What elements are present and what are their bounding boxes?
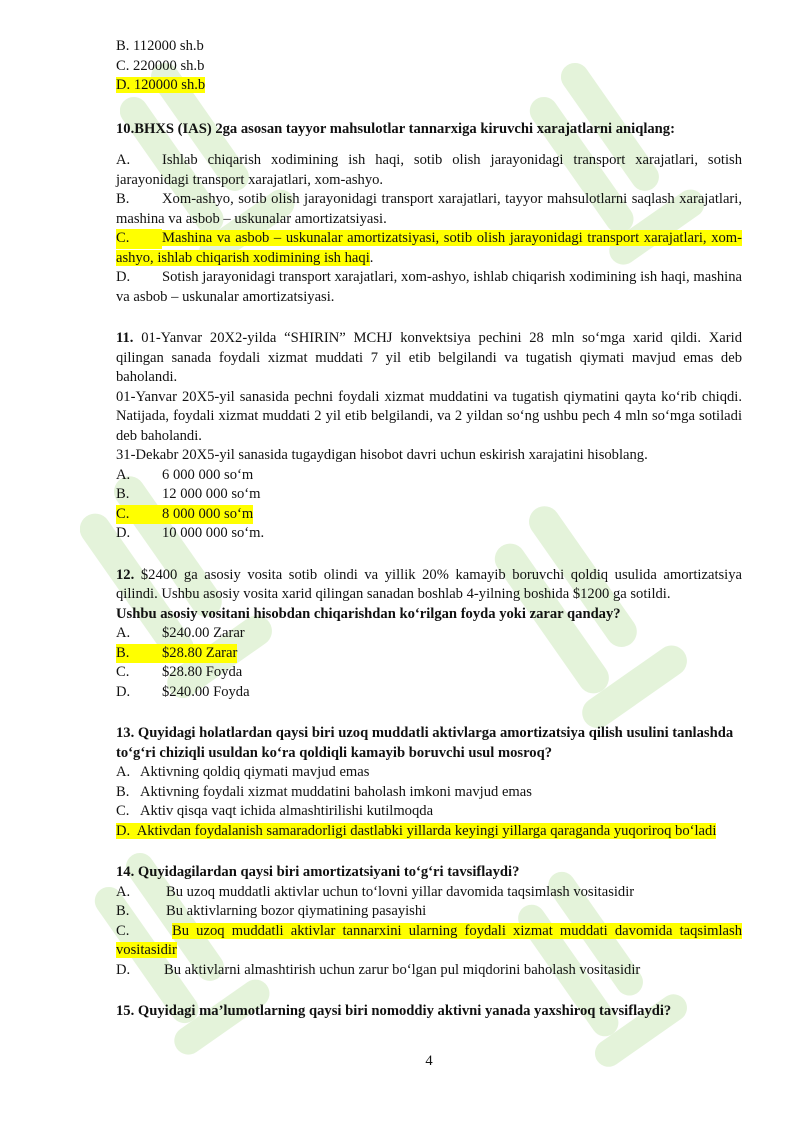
question-14 [116, 863, 742, 980]
question-14-option-d: D. Bu aktivlarni almashtirish uchun zarur bo‘lgan pul miqdorini baholash vositasidir [116, 961, 641, 978]
question-12-option-a: A. $240.00 Zarar [116, 625, 245, 641]
question-12-paragraph: 12. $2400 ga asosiy vosita sotib olindi va yillik 20% kamayib boruvchi qoldiq usulida amortizatsiya qilindi. Ushbu asosiy vosita xarid qilingan sanadan boshlab 4-yilning boshida $1200 ga sotildi. [116, 566, 743, 602]
question-15-title: 15. Quyidagi ma’lumotlarning qaysi biri nomoddiy aktivni yanada yaxshiroq tavsiflaydi? [116, 1003, 672, 1019]
question-14-title: 14. Quyidagilardan qaysi biri amortizatsiyani to‘g‘ri tavsiflaydi? [116, 864, 520, 880]
question-14-option-c: C. Bu uzoq muddatli aktivlar tannarxini ularning foydali xizmat muddati davomida taqsimlash vositasidir [116, 922, 742, 958]
question-10-option-b: B. Xom-ashyo, sotib olish jarayonidagi transport xarajatlari, tayyor mahsulotlarni saqlash xarajatlari, mashina va asbob – uskunalar amortizatsiyasi. [116, 191, 742, 227]
question-11 [116, 329, 742, 544]
question-13-title: 13. Quyidagi holatlardan qaysi biri uzoq muddatli aktivlarga amortizatsiya qilish usulini tanlashda to‘g‘ri chiziqli usuldan ko‘ra qoldiqli kamayib boruvchi usul mosroq? [116, 725, 734, 761]
question-13-option-d: D. Aktivdan foydalanish samaradorligi dastlabki yillarda keyingi yillarga qaraganda yuqoriroq bo‘ladi [116, 822, 717, 839]
question-12-option-c: C. $28.80 Foyda [116, 664, 243, 680]
question-10 [116, 120, 742, 308]
question-14-option-b: B. Bu aktivlarning bozor qiymatining pasayishi [116, 903, 427, 919]
question-12-question: Ushbu asosiy vositani hisobdan chiqarishdan ko‘rilgan foyda yoki zarar qanday? [116, 605, 621, 622]
question-13 [116, 724, 742, 841]
question-11-option-d: D. 10 000 000 so‘m. [116, 525, 265, 541]
question-11-paragraph-2: 01-Yanvar 20X5-yil sanasida pechni foydali xizmat muddatini va tugatish qiymatini qayta ko‘rib chiqdi. Natijada, foydali xizmat muddati 2 yil etib belgilandi, va 2 yildan so‘ng ushbu pech 4 mln so‘mga sotiladi deb baholandi. [116, 388, 742, 444]
question-13-option-b: B. Aktivning foydali xizmat muddatini baholash imkoni mavjud emas [116, 783, 532, 800]
question-12-option-b: B. $28.80 Zarar [116, 644, 742, 664]
page-number: 4 [425, 1053, 433, 1069]
question-10-option-d: D. Sotish jarayonidagi transport xarajatlari, xom-ashyo, ishlab chiqarish xodimining ish haqi, mashina va asbob – uskunalar amortizatsiyasi. [116, 269, 742, 305]
question-10-title: 10.BHXS (IAS) 2ga asosan tayyor mahsulotlar tannarxiga kiruvchi xarajatlarni aniqlang: [116, 120, 675, 137]
page-content [116, 37, 742, 1022]
option-c: C. 220000 sh.b [116, 57, 205, 74]
question-11-paragraph-3: 31-Dekabr 20X5-yil sanasida tugaydigan hisobot davri uchun eskirish xarajatini hisoblang. [116, 447, 648, 463]
question-10-option-a: A. Ishlab chiqarish xodimining ish haqi, sotib olish jarayonidagi transport xarajatlari, sotish jarayonidagi transport xarajatlari, xom-ashyo. [116, 152, 742, 188]
question-15 [116, 1002, 742, 1022]
option-d-correct: D. 120000 sh.b [116, 77, 206, 93]
question-11-option-c: C. 8 000 000 so‘m [116, 505, 742, 525]
question-12 [116, 566, 742, 703]
question-11-option-a: A. 6 000 000 so‘m [116, 466, 254, 483]
question-11-paragraph-1: 11. 01-Yanvar 20X2-yilda “SHIRIN” MCHJ konvektsiya pechini 28 mln so‘mga xarid qildi. Xarid qilingan sanada foydali xizmat muddati 7 yil etib belgilandi va tugatish qiymati mavjud emas deb baholandi. [116, 330, 742, 385]
question-12-option-d: D. $240.00 Foyda [116, 683, 250, 700]
question-13-option-a: A. Aktivning qoldiq qiymati mavjud emas [116, 764, 370, 780]
question-10-option-c: C. Mashina va asbob – uskunalar amortizatsiyasi, sotib olish jarayonidagi transport xarajatlari, xom-ashyo, ishlab chiqarish xodimining ish haqi. [116, 230, 742, 266]
question-11-option-b: B. 12 000 000 so‘m [116, 486, 261, 502]
question-13-option-c: C. Aktiv qisqa vaqt ichida almashtirilishi kutilmoqda [116, 803, 434, 819]
option-b: B. 112000 sh.b [116, 38, 204, 54]
previous-question-options [116, 37, 742, 96]
question-14-option-a: A. Bu uzoq muddatli aktivlar uchun to‘lovni yillar davomida taqsimlash vositasidir [116, 883, 635, 900]
